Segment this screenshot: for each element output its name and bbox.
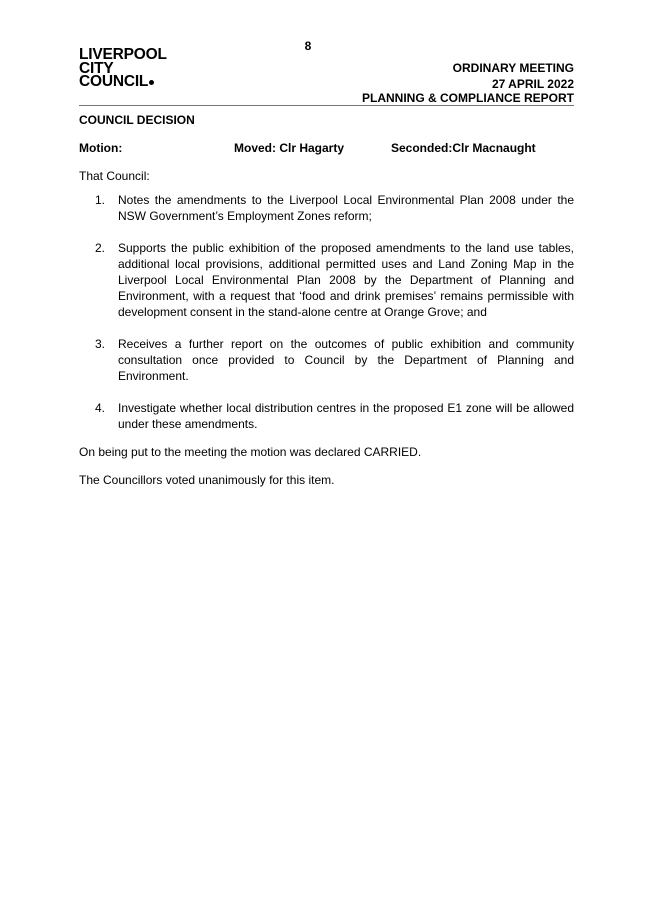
seconded-by: Seconded:Clr Macnaught	[391, 141, 536, 155]
item-text: Supports the public exhibition of the proposed amendments to the land use tables, additional local provisions, additional permitted uses and Land Zoning Map in the Liverpool Local Environmental Plan 2008 by the Department of Planning and Environment, with a request that ‘food and drink premises’ remains permissible with development consent in the stand-alone centre at Orange Grove; and	[118, 241, 574, 319]
header-divider	[79, 105, 574, 106]
item-number: 4.	[95, 401, 106, 415]
item-text: Receives a further report on the outcomes of public exhibition and community consultation once provided to Council by the Department of Planning and Environment.	[118, 337, 574, 383]
section-heading: COUNCIL DECISION	[79, 113, 195, 127]
item-text: Investigate whether local distribution centres in the proposed E1 zone will be allowed under these amendments.	[118, 401, 574, 431]
logo-line: COUNCIL	[79, 73, 149, 90]
meeting-date: 27 APRIL 2022	[491, 77, 574, 91]
moved-by: Moved: Clr Hagarty	[234, 141, 345, 155]
list-item	[79, 240, 574, 320]
meeting-info	[453, 60, 574, 92]
document-body	[79, 112, 574, 500]
item-number: 1.	[95, 193, 106, 207]
list-item	[79, 336, 574, 384]
result-text: On being put to the meeting the motion was declared CARRIED.	[79, 445, 422, 459]
logo-line: LIVERPOOL	[79, 46, 167, 63]
logo-line: CITY	[79, 59, 114, 77]
list-item	[79, 192, 574, 224]
report-title: PLANNING & COMPLIANCE REPORT	[361, 91, 574, 105]
page-number: 8	[304, 39, 312, 53]
logo-dot-icon	[149, 80, 154, 85]
vote-text: The Councillors voted unanimously for this item.	[79, 473, 335, 487]
motion-label: Motion:	[79, 141, 123, 155]
motion-row	[79, 140, 574, 156]
intro-text: That Council:	[79, 169, 150, 183]
resolution-list	[79, 192, 574, 432]
item-text: Notes the amendments to the Liverpool Local Environmental Plan 2008 under the NSW Government’s Employment Zones reform;	[118, 193, 574, 223]
meeting-type: ORDINARY MEETING	[452, 61, 574, 75]
item-number: 2.	[95, 241, 106, 255]
list-item	[79, 400, 574, 432]
item-number: 3.	[95, 337, 106, 351]
council-logo	[79, 48, 167, 89]
